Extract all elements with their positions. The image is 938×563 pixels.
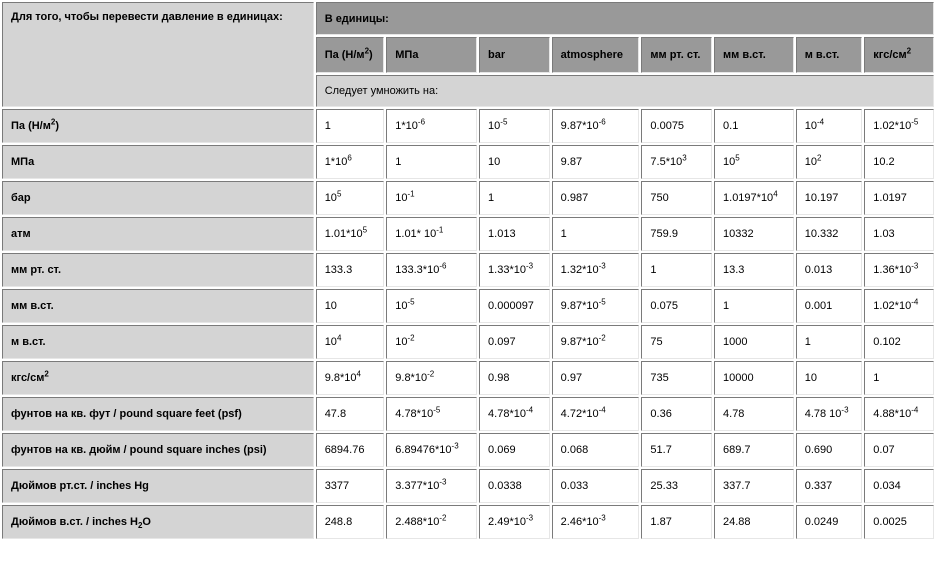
value-cell <box>714 325 794 359</box>
cell-text-b: 9.87*10 <box>560 300 599 312</box>
value-cell <box>714 505 794 539</box>
cell-text-b: 13.3 <box>723 264 745 276</box>
value-cell <box>641 433 712 467</box>
row-header <box>2 325 314 359</box>
value-cell <box>552 253 640 287</box>
cell-text-b: 4.78*10 <box>395 408 434 420</box>
cell-text-sup: -5 <box>433 405 441 415</box>
value-cell <box>641 109 712 143</box>
cell-text-b: 1.0197 <box>873 192 907 204</box>
cell-text-b: 10.2 <box>873 156 895 168</box>
cell-text-b: Дюймов рт.ст. / inches Hg <box>11 480 149 492</box>
value-cell <box>386 469 477 503</box>
table-row <box>2 217 934 251</box>
cell-text-b: 3377 <box>324 480 350 492</box>
value-cell <box>316 469 385 503</box>
cell-text-b: м в.ст. <box>804 49 840 61</box>
cell-text-sup: -2 <box>598 333 606 343</box>
value-cell <box>316 505 385 539</box>
cell-text-b: 0.000097 <box>488 300 534 312</box>
cell-text-sup: 3 <box>682 153 687 163</box>
cell-text-sup: -4 <box>598 405 606 415</box>
cell-text-b: 0.034 <box>873 480 901 492</box>
row-header <box>2 361 314 395</box>
cell-text-b: 133.3 <box>324 264 353 276</box>
table-row <box>2 289 934 323</box>
value-cell <box>552 289 640 323</box>
value-cell <box>714 145 794 179</box>
value-cell <box>864 217 934 251</box>
cell-text-b: 6894.76 <box>324 444 365 456</box>
cell-text-b: 7.5*10 <box>650 156 683 168</box>
value-cell <box>796 109 863 143</box>
value-cell <box>316 109 385 143</box>
column-header <box>386 37 477 73</box>
corner-header <box>2 2 314 107</box>
cell-text-sup: 2 <box>906 46 912 56</box>
cell-text-b: 1 <box>873 372 880 384</box>
header-row-group <box>2 2 934 35</box>
value-cell <box>714 253 794 287</box>
cell-text-b: 1 <box>395 156 402 168</box>
row-header <box>2 253 314 287</box>
value-cell <box>864 433 934 467</box>
value-cell <box>552 397 640 431</box>
cell-text-b: 0.0249 <box>804 516 839 528</box>
column-header <box>864 37 934 73</box>
cell-text-b: 0.068 <box>560 444 589 456</box>
cell-text-sup: -3 <box>525 513 534 523</box>
cell-text-b: 3.377*10 <box>395 480 440 492</box>
cell-text-b: 1 <box>804 336 811 348</box>
cell-text-sup: -6 <box>598 117 606 127</box>
cell-text-sup: -3 <box>598 261 606 271</box>
value-cell <box>714 289 794 323</box>
cell-text-sup: 4 <box>773 189 778 199</box>
cell-text-b: Па (Н/м <box>324 49 365 61</box>
cell-text-sup: -4 <box>911 405 919 415</box>
value-cell <box>552 181 640 215</box>
cell-text-b: 0.98 <box>488 372 510 384</box>
value-cell <box>386 109 477 143</box>
cell-text-sup: -3 <box>598 513 606 523</box>
cell-text-b: 0.0338 <box>488 480 522 492</box>
cell-text-b: 0.97 <box>560 372 583 384</box>
value-cell <box>552 217 640 251</box>
cell-text-b: 10000 <box>723 372 754 384</box>
cell-text-b: 1.03 <box>873 228 895 240</box>
cell-text-b: 1.02*10 <box>873 300 912 312</box>
cell-text-b: мм рт. ст. <box>650 49 701 61</box>
multiply-note <box>316 75 934 107</box>
value-cell <box>479 181 550 215</box>
value-cell <box>479 217 550 251</box>
cell-text-sup: 6 <box>347 153 352 163</box>
value-cell <box>641 361 712 395</box>
cell-text-sup: -2 <box>439 513 447 523</box>
cell-text-sup: -4 <box>525 405 534 415</box>
value-cell <box>796 361 863 395</box>
cell-text-sup: -1 <box>436 225 444 235</box>
value-cell <box>552 145 640 179</box>
cell-text-b: 689.7 <box>723 444 751 456</box>
cell-text-sup: 2 <box>364 46 370 56</box>
cell-text-b: кгс/см <box>873 49 907 61</box>
value-cell <box>796 217 863 251</box>
value-cell <box>641 253 712 287</box>
column-header <box>641 37 712 73</box>
cell-text-sup: -3 <box>525 261 534 271</box>
cell-text-b: 1000 <box>723 336 748 348</box>
value-cell <box>796 433 863 467</box>
cell-text-b: 1.32*10 <box>560 264 599 276</box>
cell-text-sup: -2 <box>407 333 415 343</box>
cell-text-b: мм рт. ст. <box>11 264 62 276</box>
table-row <box>2 469 934 503</box>
cell-text-b: 0.001 <box>804 300 833 312</box>
cell-text-a: ) <box>55 120 60 132</box>
cell-text-b: 10 <box>395 336 408 348</box>
value-cell <box>641 469 712 503</box>
table-row <box>2 505 934 539</box>
cell-text-b: 1 <box>723 300 730 312</box>
cell-text-b: 1*10 <box>324 156 348 168</box>
column-header <box>479 37 550 73</box>
cell-text-sub: 2 <box>137 521 143 531</box>
cell-text-sup: -3 <box>841 405 849 415</box>
table-row <box>2 181 934 215</box>
cell-text-b: 10 <box>804 372 817 384</box>
cell-text-b: 2.488*10 <box>395 516 440 528</box>
value-cell <box>316 217 385 251</box>
cell-text-b: 9.87*10 <box>560 336 599 348</box>
row-header <box>2 181 314 215</box>
cell-text-b: 1 <box>650 264 657 276</box>
cell-text-b: 10 <box>804 120 817 132</box>
cell-text-b: 133.3*10 <box>395 264 440 276</box>
value-cell <box>552 361 640 395</box>
cell-text-b: 0.097 <box>488 336 516 348</box>
row-header <box>2 109 314 143</box>
cell-text-b: 10 <box>324 300 337 312</box>
value-cell <box>479 469 550 503</box>
cell-text-b: 750 <box>650 192 669 204</box>
table-row <box>2 145 934 179</box>
value-cell <box>864 181 934 215</box>
cell-text-sup: -3 <box>451 441 459 451</box>
cell-text-b: 1.02*10 <box>873 120 912 132</box>
cell-text-b: 10 <box>395 300 408 312</box>
value-cell <box>316 397 385 431</box>
value-cell <box>552 505 640 539</box>
value-cell <box>714 433 794 467</box>
cell-text-b: МПа <box>395 49 419 61</box>
cell-text-sup: 2 <box>44 369 49 379</box>
cell-text-b: 1.01*10 <box>324 228 363 240</box>
value-cell <box>316 253 385 287</box>
cell-text-sup: -3 <box>911 261 919 271</box>
value-cell <box>864 109 934 143</box>
value-cell <box>552 109 640 143</box>
cell-text-b: 10 <box>395 192 408 204</box>
value-cell <box>641 397 712 431</box>
value-cell <box>641 325 712 359</box>
cell-text-b: 0.013 <box>804 264 833 276</box>
cell-text-sup: 5 <box>336 189 342 199</box>
corner-header-text: Для того, чтобы перевести давление в единицах: <box>11 11 283 23</box>
value-cell <box>796 289 863 323</box>
cell-text-b: 0.033 <box>560 480 589 492</box>
cell-text-b: Па (Н/м <box>11 120 51 132</box>
cell-text-b: 25.33 <box>650 480 678 492</box>
target-units-header <box>316 2 934 35</box>
cell-text-sup: -2 <box>427 369 435 379</box>
cell-text-b: 4.78 <box>723 408 745 420</box>
value-cell <box>552 325 640 359</box>
cell-text-b: 9.8*10 <box>395 372 428 384</box>
row-header <box>2 397 314 431</box>
cell-text-b: 1.013 <box>488 228 516 240</box>
cell-text-b: 4.72*10 <box>560 408 599 420</box>
cell-text-b: 0.0075 <box>650 120 685 132</box>
cell-text-a: O <box>142 516 151 528</box>
value-cell <box>479 397 550 431</box>
cell-text-b: 9.87 <box>560 156 583 168</box>
value-cell <box>552 433 640 467</box>
value-cell <box>796 469 863 503</box>
cell-text-b: 9.87*10 <box>560 120 599 132</box>
cell-text-b: 10 <box>324 192 337 204</box>
value-cell <box>479 145 550 179</box>
value-cell <box>386 253 477 287</box>
cell-text-b: atmosphere <box>560 49 624 61</box>
cell-text-b: 735 <box>650 372 669 384</box>
cell-text-b: 1 <box>560 228 567 240</box>
value-cell <box>864 361 934 395</box>
value-cell <box>386 397 477 431</box>
row-header <box>2 433 314 467</box>
value-cell <box>864 325 934 359</box>
value-cell <box>316 325 385 359</box>
cell-text-a: ) <box>369 49 373 61</box>
cell-text-sup: -1 <box>407 189 415 199</box>
cell-text-b: 1.87 <box>650 516 672 528</box>
cell-text-b: 0.0025 <box>873 516 907 528</box>
value-cell <box>386 505 477 539</box>
cell-text-b: 0.36 <box>650 408 672 420</box>
cell-text-sup: 5 <box>735 153 740 163</box>
cell-text-b: 0.07 <box>873 444 895 456</box>
value-cell <box>714 109 794 143</box>
cell-text-b: Дюймов в.ст. / inches H <box>11 516 138 528</box>
cell-text-b: 10 <box>488 156 501 168</box>
value-cell <box>641 505 712 539</box>
value-cell <box>316 289 385 323</box>
value-cell <box>479 325 550 359</box>
cell-text-b: 759.9 <box>650 228 678 240</box>
cell-text-b: 4.78 10 <box>804 408 842 420</box>
value-cell <box>864 253 934 287</box>
value-cell <box>479 361 550 395</box>
cell-text-sup: 4 <box>356 369 361 379</box>
table-row <box>2 397 934 431</box>
cell-text-b: 0.987 <box>560 192 589 204</box>
cell-text-sup: 2 <box>816 153 822 163</box>
cell-text-b: м в.ст. <box>11 336 46 348</box>
value-cell <box>386 325 477 359</box>
cell-text-sup: -5 <box>911 117 919 127</box>
cell-text-b: 1*10 <box>395 120 418 132</box>
value-cell <box>479 253 550 287</box>
value-cell <box>714 217 794 251</box>
cell-text-b: 47.8 <box>324 408 347 420</box>
cell-text-sup: 4 <box>336 333 342 343</box>
cell-text-b: 1 <box>324 120 331 132</box>
cell-text-b: 1.0197*10 <box>723 192 774 204</box>
cell-text-b: 4.88*10 <box>873 408 912 420</box>
cell-text-b: мм в.ст. <box>723 49 766 61</box>
cell-text-b: 10 <box>488 120 501 132</box>
cell-text-b: 1.01* 10 <box>395 228 437 240</box>
value-cell <box>641 145 712 179</box>
column-header <box>316 37 385 73</box>
cell-text-b: 2.46*10 <box>560 516 599 528</box>
cell-text-b: 6.89476*10 <box>395 444 452 456</box>
value-cell <box>386 361 477 395</box>
table-row <box>2 109 934 143</box>
value-cell <box>316 361 385 395</box>
cell-text-b: 51.7 <box>650 444 672 456</box>
value-cell <box>316 145 385 179</box>
cell-text-b: 10 <box>723 156 736 168</box>
cell-text-b: атм <box>11 228 31 240</box>
cell-text-b: 0.690 <box>804 444 833 456</box>
value-cell <box>479 289 550 323</box>
row-header <box>2 505 314 539</box>
cell-text-b: 0.337 <box>804 480 833 492</box>
cell-text-b: 0.075 <box>650 300 678 312</box>
value-cell <box>864 469 934 503</box>
cell-text-b: 337.7 <box>723 480 751 492</box>
value-cell <box>641 217 712 251</box>
row-header <box>2 289 314 323</box>
cell-text-sup: -5 <box>500 117 508 127</box>
value-cell <box>796 145 863 179</box>
cell-text-sup: -6 <box>439 261 447 271</box>
cell-text-b: 10.332 <box>804 228 839 240</box>
value-cell <box>641 289 712 323</box>
cell-text-b: 0.102 <box>873 336 901 348</box>
value-cell <box>714 397 794 431</box>
cell-text-sup: 2 <box>50 117 56 127</box>
value-cell <box>864 397 934 431</box>
value-cell <box>864 145 934 179</box>
value-cell <box>864 505 934 539</box>
cell-text-sup: 5 <box>362 225 368 235</box>
value-cell <box>641 181 712 215</box>
cell-text-sup: -5 <box>598 297 606 307</box>
table-row <box>2 361 934 395</box>
value-cell <box>386 145 477 179</box>
value-cell <box>386 217 477 251</box>
cell-text-b: 10.197 <box>804 192 839 204</box>
cell-text-b: 75 <box>650 336 663 348</box>
value-cell <box>479 109 550 143</box>
value-cell <box>796 505 863 539</box>
cell-text-b: МПа <box>11 156 35 168</box>
cell-text-b: 248.8 <box>324 516 353 528</box>
value-cell <box>714 181 794 215</box>
cell-text-b: 1 <box>488 192 495 204</box>
cell-text-b: кгс/см <box>11 372 45 384</box>
value-cell <box>796 181 863 215</box>
row-header <box>2 469 314 503</box>
value-cell <box>479 505 550 539</box>
value-cell <box>714 361 794 395</box>
cell-text-b: 1.36*10 <box>873 264 912 276</box>
value-cell <box>316 433 385 467</box>
column-header <box>796 37 863 73</box>
cell-text-b: фунтов на кв. фут / pound square feet (psf) <box>11 408 242 420</box>
multiply-note-text: Следует умножить на: <box>324 85 439 97</box>
table-row <box>2 253 934 287</box>
cell-text-sup: -6 <box>417 117 426 127</box>
value-cell <box>864 289 934 323</box>
target-units-text: В единицы: <box>324 12 389 25</box>
cell-text-b: фунтов на кв. дюйм / pound square inches (psi) <box>11 444 267 456</box>
cell-text-b: 10 <box>804 156 817 168</box>
value-cell <box>386 289 477 323</box>
value-cell <box>386 433 477 467</box>
value-cell <box>316 181 385 215</box>
column-header <box>714 37 794 73</box>
cell-text-b: 10332 <box>723 228 754 240</box>
cell-text-sup: -4 <box>911 297 919 307</box>
cell-text-b: 9.8*10 <box>324 372 357 384</box>
cell-text-b: 10 <box>324 336 337 348</box>
row-header <box>2 145 314 179</box>
cell-text-b: 24.88 <box>723 516 751 528</box>
value-cell <box>714 469 794 503</box>
table-row <box>2 433 934 467</box>
value-cell <box>479 433 550 467</box>
row-header <box>2 217 314 251</box>
cell-text-b: 0.1 <box>723 120 739 132</box>
cell-text-sup: -4 <box>816 117 825 127</box>
column-header <box>552 37 640 73</box>
cell-text-b: мм в.ст. <box>11 300 54 312</box>
cell-text-b: 4.78*10 <box>488 408 526 420</box>
cell-text-b: 1.33*10 <box>488 264 526 276</box>
value-cell <box>552 469 640 503</box>
cell-text-sup: -5 <box>407 297 415 307</box>
cell-text-b: бар <box>11 192 31 204</box>
cell-text-b: 2.49*10 <box>488 516 526 528</box>
value-cell <box>796 325 863 359</box>
cell-text-b: bar <box>488 49 506 61</box>
cell-text-sup: -3 <box>439 477 447 487</box>
table-row <box>2 325 934 359</box>
value-cell <box>386 181 477 215</box>
value-cell <box>796 397 863 431</box>
cell-text-b: 0.069 <box>488 444 516 456</box>
value-cell <box>796 253 863 287</box>
